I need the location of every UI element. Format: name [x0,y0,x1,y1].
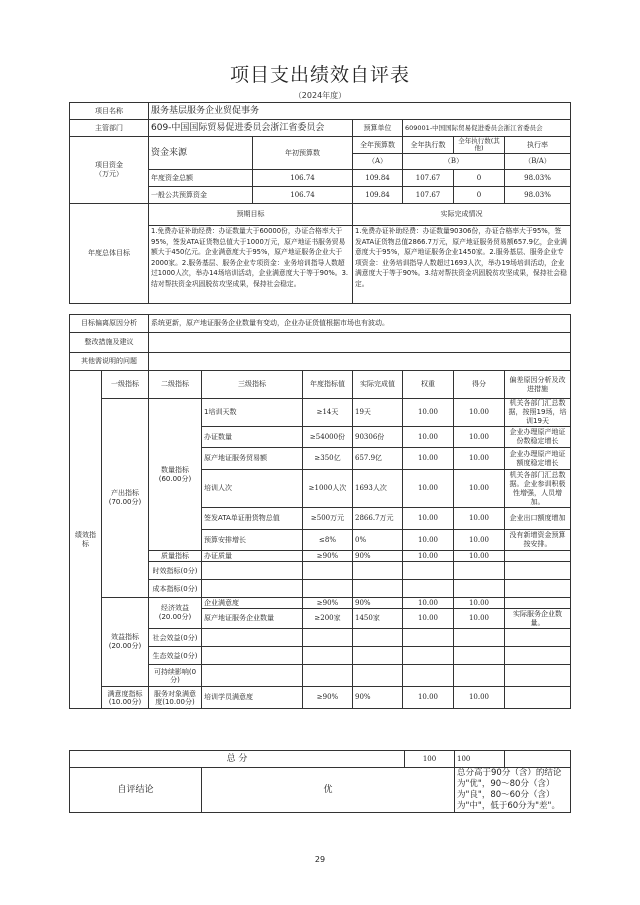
weight: 10.00 [403,427,454,448]
fund-exec: 107.67 [403,170,454,187]
score: 10.00 [454,551,505,562]
conclusion-value: 优 [202,768,455,813]
weight: 10.00 [403,508,454,530]
actual: 1450家 [353,609,403,629]
total-score: 100 [455,751,505,768]
remark: 实际服务企业数量。 [505,609,571,629]
target: ≤8% [303,530,353,551]
indicator: 原产地证服务企业数量 [202,609,303,629]
col-full-exec: 全年执行数 [403,137,454,154]
target: ≥90% [303,551,353,562]
goals-expected: 1.免费办证补助经费：办证数量大于60000份，办证合格率大于95%，签发ATA证货物总值大于1000万元，原产地证书服务贸易额大于450亿元。企业满意度大于95%，原产地证服务企业大于2000家。2.服务基层、服务企业专项资金：业务培训指导人数超过1000人次，举办14场培训活动，企业满意度大于等于90%。3.结对帮扶资金巩固脱贫攻坚成果，保持社会稳定。 [149,226,353,304]
score: 10.00 [454,687,505,709]
actual: 2866.7万元 [353,508,403,530]
fund-source: 年度资金总额 [149,170,253,187]
goals-expected-header: 预期目标 [149,204,353,226]
total-weight: 100 [405,751,455,768]
weight: 10.00 [403,399,454,427]
dept-value: 609-中国国际贸易促进委员会浙江省委员会 [149,120,353,137]
score: 10.00 [454,530,505,551]
document-year: （2024年度） [293,91,347,100]
sub-a: （A） [353,154,403,170]
page-number: 29 [314,855,326,864]
target: ≥350亿 [303,448,353,470]
indicator: 培训人次 [202,470,303,508]
level1-benefit: 效益指标(20.00分) [102,598,149,687]
weight: 10.00 [403,470,454,508]
remark: 机关各部门汇总数据，按照19场，培训19天 [505,399,571,427]
actual: 90% [353,551,403,562]
table-row [70,687,571,709]
other-label: 其他需说明的问题 [70,353,149,371]
performance-label: 绩效指标 [70,371,102,709]
conclusion-table [69,750,571,813]
remark: 企业办理原产地证份数稳定增长 [505,427,571,448]
budget-unit-value: 609001-中国国际贸易促进委员会浙江省委员会 [403,120,571,137]
rectify-value [149,333,571,353]
target: ≥54000份 [303,427,353,448]
actual: 1693人次 [353,470,403,508]
weight: 10.00 [403,687,454,709]
deviation-value: 系统更新，原产地证服务企业数量有变动，企业办证货值根据市场也有波动。 [149,315,571,333]
score: 10.00 [454,508,505,530]
indicator: 原产地证服务贸易额 [202,448,303,470]
actual: 90% [353,687,403,709]
level2-quality: 质量指标 [149,551,202,562]
sub-ba: （B/A） [505,154,571,170]
level1-satisfaction: 满意度指标(10.00分) [102,687,149,709]
performance-table [69,370,571,709]
score: 10.00 [454,448,505,470]
remark [505,598,571,609]
remark: 企业办理原产地证额度稳定增长 [505,448,571,470]
project-name: 服务基层服务企业贸促事务 [149,103,571,120]
target: ≥14天 [303,399,353,427]
weight: 10.00 [403,551,454,562]
weight: 10.00 [403,530,454,551]
fund-rate: 98.03% [505,187,571,204]
table-row [70,399,571,427]
goals-actual: 1.免费办证补助经费：办证数量90306份，办证合格率大于95%，签发ATA证货物总值2866.7万元，原产地证服务贸易额657.9亿，企业满意度大于95%，原产地证服务企业1450家。2.服务基层、服务企业专项资金：业务培训指导人数超过1693人次，举办19场培训活动，企业满意度大于等于90%。3.结对帮扶资金巩固脱贫攻坚成果，保持社会稳定。 [353,226,571,304]
header-target: 年度指标值 [303,371,353,399]
col-exec-other: 全年执行数(其他) [454,137,505,154]
goals-actual-header: 实际完成情况 [353,204,571,226]
fund-other: 0 [454,187,505,204]
fund-initial: 106.74 [253,187,353,204]
level2-quantity: 数量指标(60.00分) [149,399,202,551]
weight: 10.00 [403,448,454,470]
fund-exec: 107.67 [403,187,454,204]
header-level3: 三级指标 [202,371,303,399]
remark: 没有新增资金预算按安排。 [505,530,571,551]
header-score: 得分 [454,371,505,399]
other-value [149,353,571,371]
target: ≥90% [303,598,353,609]
table-row [70,598,571,609]
fund-source: 一般公共预算资金 [149,187,253,204]
indicator: 1培训天数 [202,399,303,427]
remark: 企业出口额度增加 [505,508,571,530]
level2-ecological: 生态效益(0分) [149,647,202,665]
header-weight: 权重 [403,371,454,399]
target: ≥1000人次 [303,470,353,508]
budget-unit-label: 预算单位 [353,120,403,137]
actual: 90% [353,598,403,609]
level2-timeliness: 时效指标(0分) [149,562,202,580]
actual: 90306份 [353,427,403,448]
fund-rate: 98.03% [505,170,571,187]
fund-initial: 106.74 [253,170,353,187]
actual: 0% [353,530,403,551]
col-full-budget: 全年预算数 [353,137,403,154]
remark [505,551,571,562]
fund-budget: 109.84 [353,170,403,187]
analysis-table [69,314,571,371]
level1-output: 产出指标(70.00分) [102,399,149,598]
target: ≥500万元 [303,508,353,530]
indicator: 企业满意度 [202,598,303,609]
score: 10.00 [454,609,505,629]
indicator: 办证质量 [202,551,303,562]
level2-service-satisfaction: 服务对象满意度(10.00分) [149,687,202,709]
score: 10.00 [454,598,505,609]
score: 10.00 [454,427,505,448]
level2-sustainable: 可持续影响(0分) [149,665,202,687]
conclusion-note: 总分高于90分（含）的结论为"优"，90～80分（含）为"良"，80～60分（含）为"中"，低于60分为"差"。 [455,768,571,813]
funds-label [70,137,149,204]
project-name-label: 项目名称 [70,103,149,120]
rectify-label: 整改措施及建议 [70,333,149,353]
header-level1: 一级指标 [102,371,149,399]
dept-label: 主管部门 [70,120,149,137]
level2-economic: 经济效益(20.00分) [149,598,202,629]
indicator: 预算安排增长 [202,530,303,551]
fund-budget: 109.84 [353,187,403,204]
remark: 机关各部门汇总数据。企业参训积极性增强，人员增加。 [505,470,571,508]
weight: 10.00 [403,609,454,629]
document-title: 项目支出绩效自评表 [229,64,410,86]
weight: 10.00 [403,598,454,609]
header-funds-table [69,102,571,304]
actual: 19天 [353,399,403,427]
score: 10.00 [454,399,505,427]
total-label: 总 分 [70,751,405,768]
header-remark: 偏差原因分析及改进措施 [505,371,571,399]
deviation-label: 目标偏离原因分析 [70,315,149,333]
fund-other: 0 [454,170,505,187]
header-actual: 实际完成值 [353,371,403,399]
remark [505,687,571,709]
col-initial: 年初预算数 [253,137,353,170]
indicator: 签发ATA单证册货物总值 [202,508,303,530]
score: 10.00 [454,470,505,508]
sub-b: （B） [403,154,505,170]
col-source: 资金来源 [149,137,253,170]
header-level2: 二级指标 [149,371,202,399]
target: ≥90% [303,687,353,709]
conclusion-label: 自评结论 [70,768,202,813]
indicator: 培训学员满意度 [202,687,303,709]
funds-label-line1: 项目资金 [95,161,123,169]
funds-label-line2: （万元） [95,170,123,178]
indicator: 办证数量 [202,427,303,448]
level2-social: 社会效益(0分) [149,629,202,647]
goals-label: 年度总体目标 [70,204,149,304]
level2-cost: 成本指标(0分) [149,580,202,598]
target: ≥200家 [303,609,353,629]
col-rate: 执行率 [505,137,571,154]
actual: 657.9亿 [353,448,403,470]
